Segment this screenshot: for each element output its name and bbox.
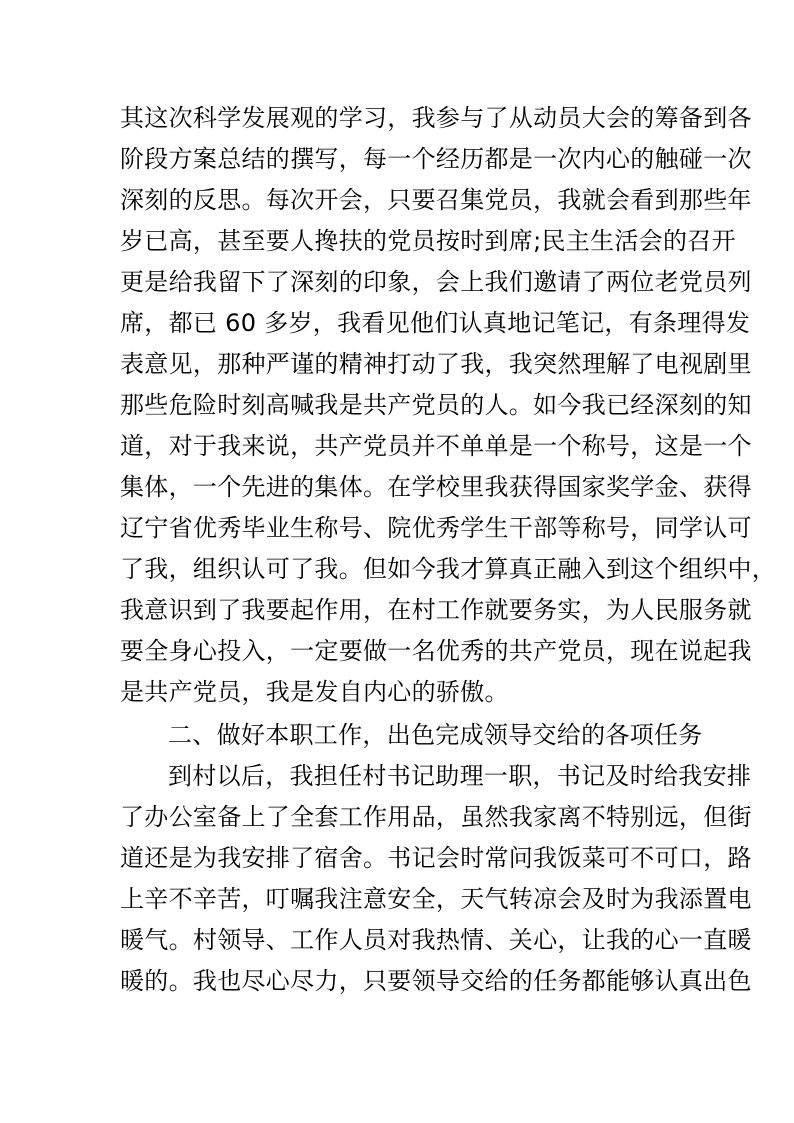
text-line: 辽宁省优秀毕业生称号、院优秀学生干部等称号，同学认可 (120, 514, 752, 542)
text-line: 其这次科学发展观的学习，我参与了从动员大会的筹备到各 (120, 104, 752, 132)
text-line: 暖气。村领导、工作人员对我热情、关心，让我的心一直暖 (120, 926, 752, 954)
text-line: 道还是为我安排了宿舍。书记会时常问我饭菜可不可口，路 (120, 844, 752, 872)
text-line: 道，对于我来说，共产党员并不单单是一个称号，这是一个 (120, 432, 752, 460)
text-line: 了我，组织认可了我。但如今我才算真正融入到这个组织中， (120, 555, 777, 583)
text-line: 岁已高，甚至要人搀扶的党员按时到席;民主生活会的召开 (120, 227, 736, 255)
text-line: 席，都已 60 多岁，我看见他们认真地记笔记，有条理得发 (120, 309, 751, 337)
text-line: 深刻的反思。每次开会，只要召集党员，我就会看到那些年 (120, 186, 752, 214)
text-line: 是共产党员，我是发自内心的骄傲。 (120, 678, 509, 706)
text-line: 表意见，那种严谨的精神打动了我，我突然理解了电视剧里 (120, 350, 752, 378)
text-line: 阶段方案总结的撰写，每一个经历都是一次内心的触碰一次 (120, 145, 752, 173)
text-line: 更是给我留下了深刻的印象，会上我们邀请了两位老党员列 (120, 268, 752, 296)
text-line: 要全身心投入，一定要做一名优秀的共产党员，现在说起我 (120, 637, 752, 665)
section-heading: 二、做好本职工作，出色完成领导交给的各项任务 (168, 721, 703, 749)
text-line: 我意识到了我要起作用，在村工作就要务实，为人民服务就 (120, 596, 752, 624)
text-line: 暖的。我也尽心尽力，只要领导交给的任务都能够认真出色 (120, 967, 752, 995)
text-line: 上辛不辛苦，叮嘱我注意安全，天气转凉会及时为我添置电 (120, 885, 752, 913)
text-line: 了办公室备上了全套工作用品，虽然我家离不特别远，但街 (120, 803, 752, 831)
text-line: 那些危险时刻高喊我是共产党员的人。如今我已经深刻的知 (120, 391, 752, 419)
paragraph-first-line: 到村以后，我担任村书记助理一职，书记及时给我安排 (168, 762, 752, 790)
text-line: 集体，一个先进的集体。在学校里我获得国家奖学金、获得 (120, 473, 752, 501)
